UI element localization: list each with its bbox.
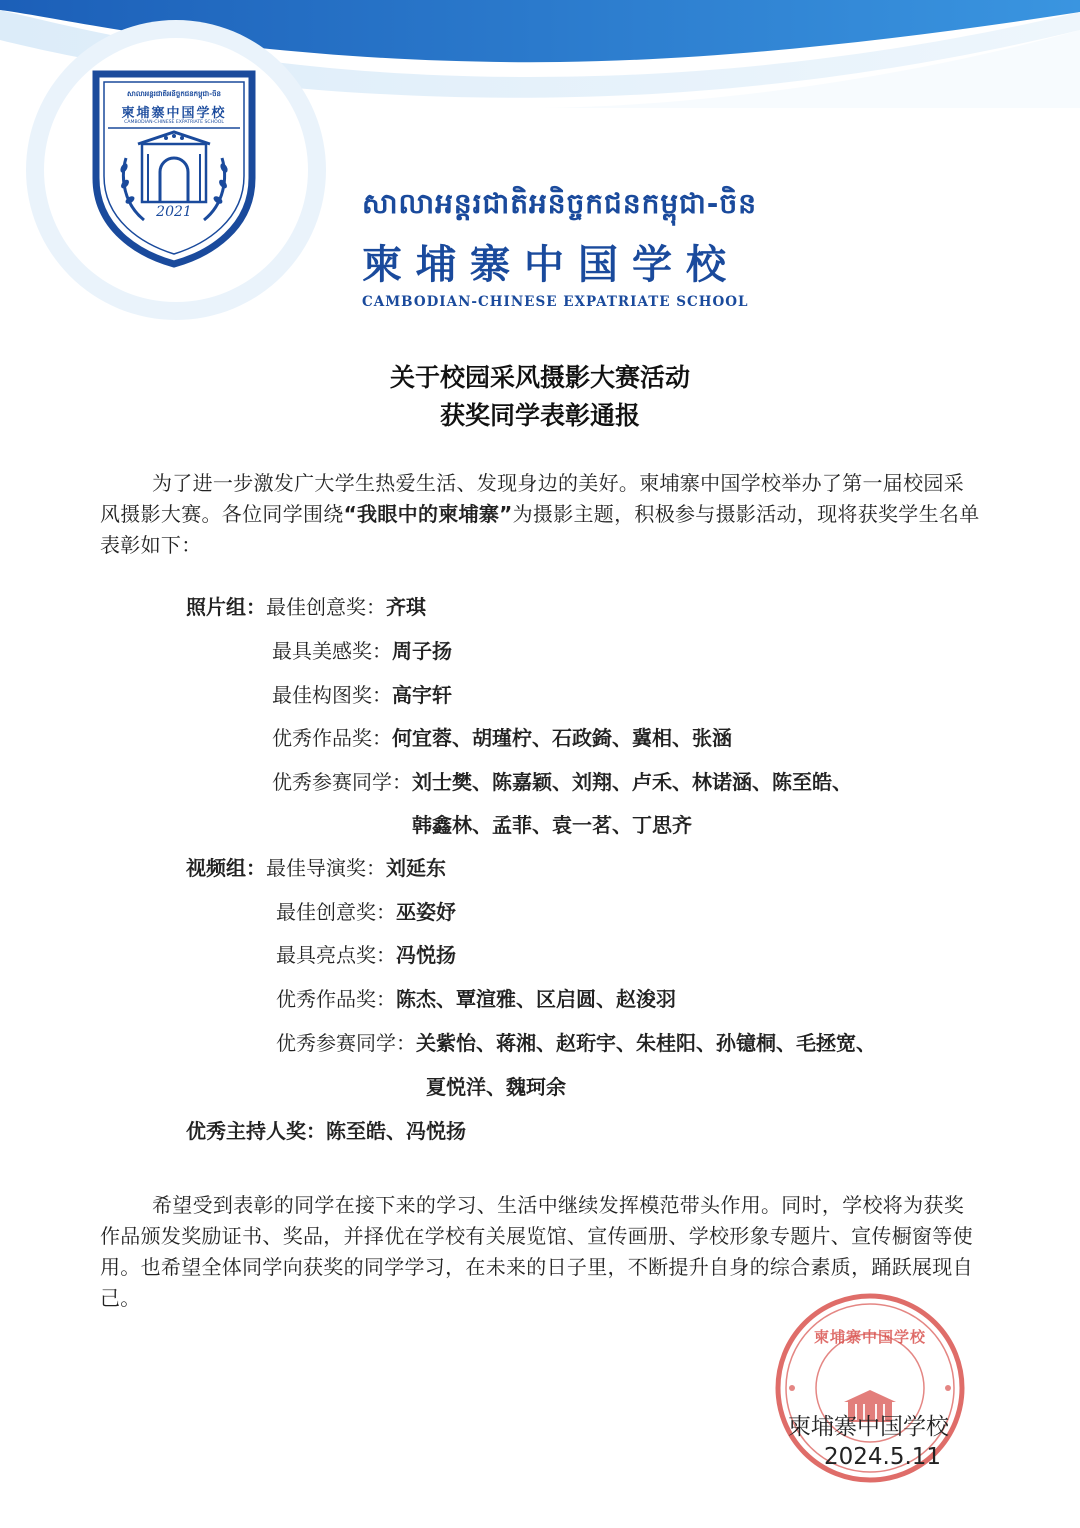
closing-text: 希望受到表彰的同学在接下来的学习、生活中继续发挥模范带头作用。同时，学校将为获奖作品颁发奖励证书、奖品，并择优在学校有关展览馆、宣传画册、学校形象专题片、宣传橱窗等使用。也希望全体同学向获奖的同学学习，在未来的日子里，不断提升自身的综合素质，踊跃展现自己。: [100, 1193, 973, 1310]
intro-text-after: 为摄影主题，积极参与摄影活动，现将获奖学生名单表彰如下：: [100, 502, 980, 557]
host-award-winners: 陈至皓、冯悦扬: [326, 1119, 466, 1143]
award-winners: 齐琪: [386, 595, 426, 619]
brand-english-name: CAMBODIAN-CHINESE EXPATRIATE SCHOOL: [362, 294, 749, 310]
logo-en-text: CAMBODIAN-CHINESE EXPATRIATE SCHOOL: [124, 120, 224, 125]
video-group-row-2: [276, 897, 456, 927]
logo-top-text: សាលាអន្តរជាតិអនិច្ចកជនកម្ពុជា-ចិន: [127, 90, 221, 98]
brand-khmer-name: សាលាអន្តរជាតិអនិច្ចកជនកម្ពុជា-ចិន: [362, 187, 757, 220]
award-winners: 何宜蓉、胡瑾柠、石政錡、冀相、张涵: [392, 726, 732, 750]
host-award-label: 优秀主持人奖：: [186, 1119, 326, 1143]
award-winners: 周子扬: [392, 639, 452, 663]
logo-year: 2021: [156, 204, 192, 220]
photo-group-row-2: [272, 636, 452, 666]
video-group-row-4: [276, 984, 676, 1014]
video-group-label: 视频组：: [186, 856, 266, 880]
award-name: 最佳创意奖：: [276, 900, 396, 924]
photo-group-row-3: [272, 680, 452, 710]
photo-group-row-1: [186, 592, 426, 622]
school-brand: [362, 186, 757, 310]
brand-chinese-name: 柬埔寨中国学校: [362, 241, 740, 288]
award-name: 最佳导演奖：: [266, 856, 386, 880]
award-name: 优秀参赛同学：: [276, 1031, 416, 1055]
award-winners: 巫姿妤: [396, 900, 456, 924]
video-group-row-3: [276, 940, 456, 970]
award-winners: 高宇轩: [392, 683, 452, 707]
award-name: 最佳构图奖：: [272, 683, 392, 707]
award-name: 优秀作品奖：: [276, 987, 396, 1011]
notice-title-line2: 获奖同学表彰通报: [439, 401, 640, 430]
seal-center-text: 柬埔寨中国学校: [813, 1328, 926, 1346]
photo-group-label: 照片组：: [186, 595, 266, 619]
intro-text-before: 为了进一步激发广大学生热爱生活、发现身边的美好。柬埔寨中国学校举办了第一届校园采风摄影大赛。各位同学围绕: [100, 471, 964, 526]
logo-cn-text: 柬埔寨中国学校: [121, 106, 227, 121]
award-winners: 陈杰、覃渲雅、区启圆、赵浚羽: [396, 987, 676, 1011]
award-winners-continued: 韩鑫林、孟菲、袁一茗、丁思齐: [412, 813, 692, 837]
award-winners-continued: 夏悦洋、魏珂余: [426, 1075, 566, 1099]
video-group-row-5: [276, 1028, 876, 1058]
award-name: 优秀作品奖：: [272, 726, 392, 750]
photo-group-row-4: [272, 723, 732, 753]
video-group-row-1: [186, 853, 446, 883]
notice-title-line1: 关于校园采风摄影大赛活动: [389, 363, 690, 392]
signature-date: 2024.5.11: [824, 1444, 942, 1470]
award-winners: 关紫怡、蒋湘、赵珩宇、朱桂阳、孙镱桐、毛拯宽、: [416, 1031, 876, 1055]
award-name: 最具美感奖：: [272, 639, 392, 663]
award-winners: 刘延东: [386, 856, 446, 880]
award-name: 最佳创意奖：: [266, 595, 386, 619]
signature-org: 柬埔寨中国学校: [788, 1414, 949, 1440]
award-name: 最具亮点奖：: [276, 943, 396, 967]
photo-group-row-5: [272, 767, 852, 797]
award-name: 优秀参赛同学：: [272, 770, 412, 794]
intro-theme-quote: “我眼中的柬埔寨”: [343, 502, 513, 526]
intro-paragraph: [100, 468, 980, 561]
school-logo: [90, 68, 258, 268]
award-winners: 冯悦扬: [396, 943, 456, 967]
host-award-row: [186, 1116, 466, 1146]
award-winners: 刘士樊、陈嘉颖、刘翔、卢禾、林诺涵、陈至皓、: [412, 770, 852, 794]
